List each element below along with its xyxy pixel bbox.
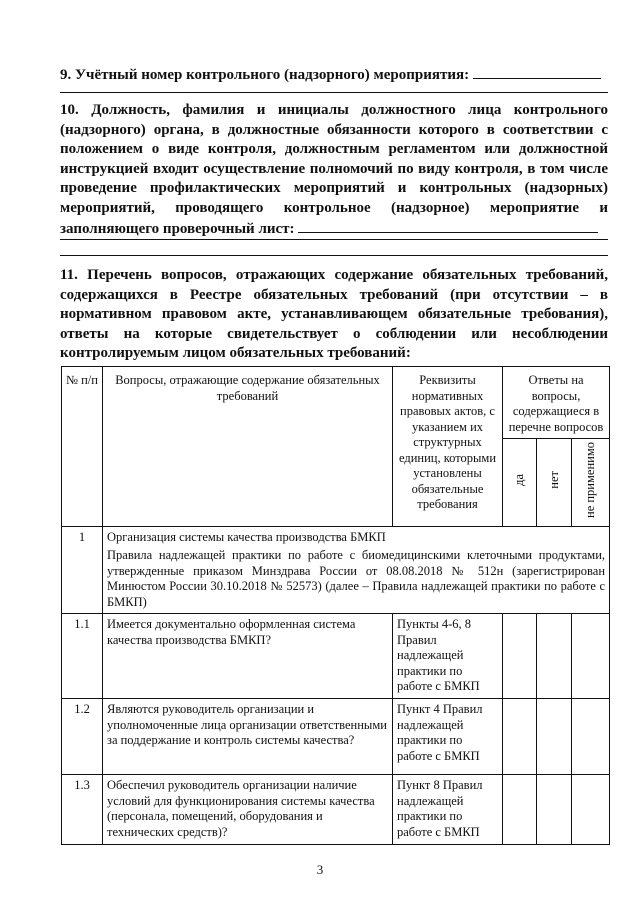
table-row <box>62 699 610 775</box>
section-11 <box>60 266 608 364</box>
answer-na-cell[interactable] <box>572 614 610 699</box>
section-11-text: 11. Перечень вопросов, отражающих содержание обязательных требований, содержащихся в Реестре обязательных требований (при отсутствии – в нормативном правовом акте, устанавливающем обязательные требования), ответы на которые свидетельствует о соблюдении или несоблюдении контролируемым лицом обязательных требований: <box>60 267 608 361</box>
header-yes <box>503 439 537 527</box>
group-cell <box>103 526 610 614</box>
table-header-row <box>62 367 610 439</box>
answer-na-cell[interactable] <box>572 699 610 775</box>
answer-no-cell[interactable] <box>537 614 572 699</box>
page-number: 3 <box>316 862 324 877</box>
official-name-line-3[interactable] <box>60 255 608 256</box>
group-num: 1 <box>62 526 103 614</box>
section-10 <box>60 101 608 240</box>
row-num: 1.3 <box>62 775 103 845</box>
header-na <box>572 439 610 527</box>
header-num: № п/п <box>62 367 103 527</box>
section-10-text: 10. Должность, фамилия и инициалы должностного лица контрольного (надзорного) органа, в должностные обязанности которого в соответствии с положением о виде контроля, должностным регламентом или должностной инструкцией входит осуществление полномочий по виду контроля, в том числе проведение профилактических мероприятий и контрольных (надзорных) мероприятий, проводящего контрольное (надзорное) мероприятие и заполняющего проверочный лист: <box>60 102 608 237</box>
table-row <box>62 614 610 699</box>
row-requisite: Пункт 8 Правил надлежащей практики по работе с БМКП <box>393 775 503 845</box>
header-questions: Вопросы, отражающие содержание обязательных требований <box>103 367 393 527</box>
row-num: 1.2 <box>62 699 103 775</box>
separator-line <box>60 92 608 93</box>
official-name-field[interactable] <box>298 218 598 233</box>
answer-yes-cell[interactable] <box>503 614 537 699</box>
answer-yes-cell[interactable] <box>503 699 537 775</box>
header-answers: Ответы на вопросы, содержащиеся в перечне вопросов <box>503 367 610 439</box>
row-num: 1.1 <box>62 614 103 699</box>
row-question: Являются руководитель организации и уполномоченные лица организации ответственными за поддержание и контроль системы качества? <box>103 699 393 775</box>
checklist-table <box>61 366 610 845</box>
answer-na-cell[interactable] <box>572 775 610 845</box>
record-number-field[interactable] <box>473 64 601 79</box>
row-question: Имеется документально оформленная система качества производства БМКП? <box>103 614 393 699</box>
header-requisites: Реквизиты нормативных правовых актов, с указанием их структурных единиц, которыми установлены обязательные требования <box>393 367 503 527</box>
answer-no-cell[interactable] <box>537 775 572 845</box>
section-9 <box>60 64 608 86</box>
header-no <box>537 439 572 527</box>
row-requisite: Пункты 4-6, 8 Правил надлежащей практики по работе с БМКП <box>393 614 503 699</box>
answer-yes-cell[interactable] <box>503 775 537 845</box>
header-na-label: не применимо <box>583 442 598 518</box>
section-9-text: 9. Учётный номер контрольного (надзорного) мероприятия: <box>60 67 470 83</box>
row-requisite: Пункт 4 Правил надлежащей практики по работе с БМКП <box>393 699 503 775</box>
row-question: Обеспечил руководитель организации наличие условий для функционирования системы качества (персонала, помещений, оборудования и технических средств)? <box>103 775 393 845</box>
table-row <box>62 775 610 845</box>
answer-no-cell[interactable] <box>537 699 572 775</box>
group-title: Организация системы качества производства БМКП <box>107 529 386 544</box>
header-no-label: нет <box>546 471 561 489</box>
group-row <box>62 526 610 614</box>
group-note: Правила надлежащей практики по работе с биомедицинскими клеточными продуктами, утвержденные приказом Минздрава России от 08.08.2018 № 512н (зарегистрирован Минюстом России 30.10.2018 № 52573) (далее – Правила надлежащей практики по работе с БМКП) <box>107 548 606 609</box>
header-yes-label: да <box>512 474 526 486</box>
official-name-line-2[interactable] <box>60 239 608 240</box>
